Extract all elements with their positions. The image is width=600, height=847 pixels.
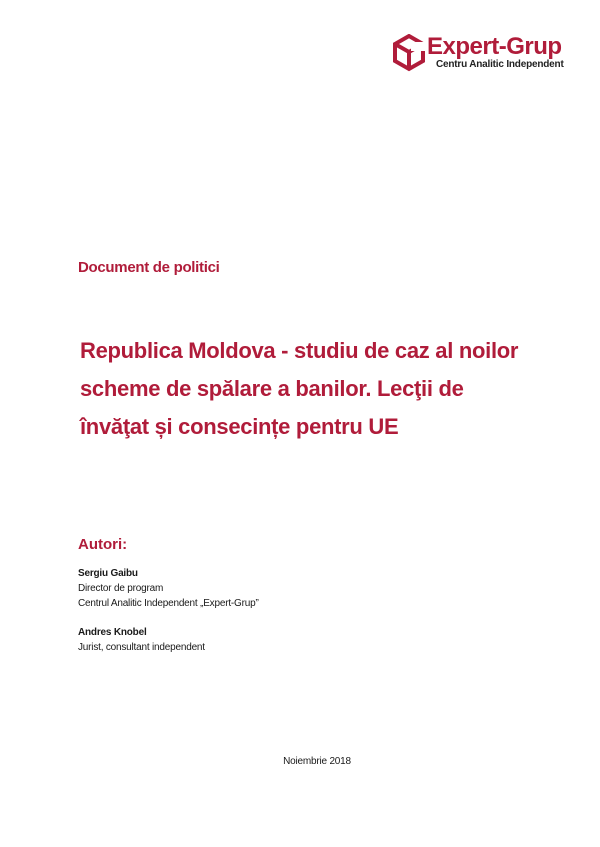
author-role: Director de program <box>78 583 164 594</box>
title-line: Republica Moldova - studiu de caz al noilor <box>80 338 519 363</box>
author-affiliation: Centrul Analitic Independent „Expert-Grup” <box>78 598 259 609</box>
publication-date: Noiembrie 2018 <box>283 756 351 767</box>
title-line: învăţat și consecințe pentru UE <box>80 414 399 439</box>
author-role: Jurist, consultant independent <box>78 642 205 653</box>
expert-grup-logo <box>392 32 582 76</box>
author-name: Andres Knobel <box>78 627 147 638</box>
authors-heading: Autori: <box>78 536 128 553</box>
logo-name: Expert-Grup <box>427 33 562 60</box>
logo-subtitle: Centru Analitic Independent <box>436 59 564 70</box>
author-block <box>78 566 259 611</box>
hexagon-cube-logo-icon <box>392 34 426 72</box>
author-name: Sergiu Gaibu <box>78 568 138 579</box>
document-type: Document de politici <box>78 259 220 276</box>
author-block <box>78 625 205 655</box>
document-title <box>80 332 550 446</box>
title-line: scheme de spălare a banilor. Lecţii de <box>80 376 464 401</box>
